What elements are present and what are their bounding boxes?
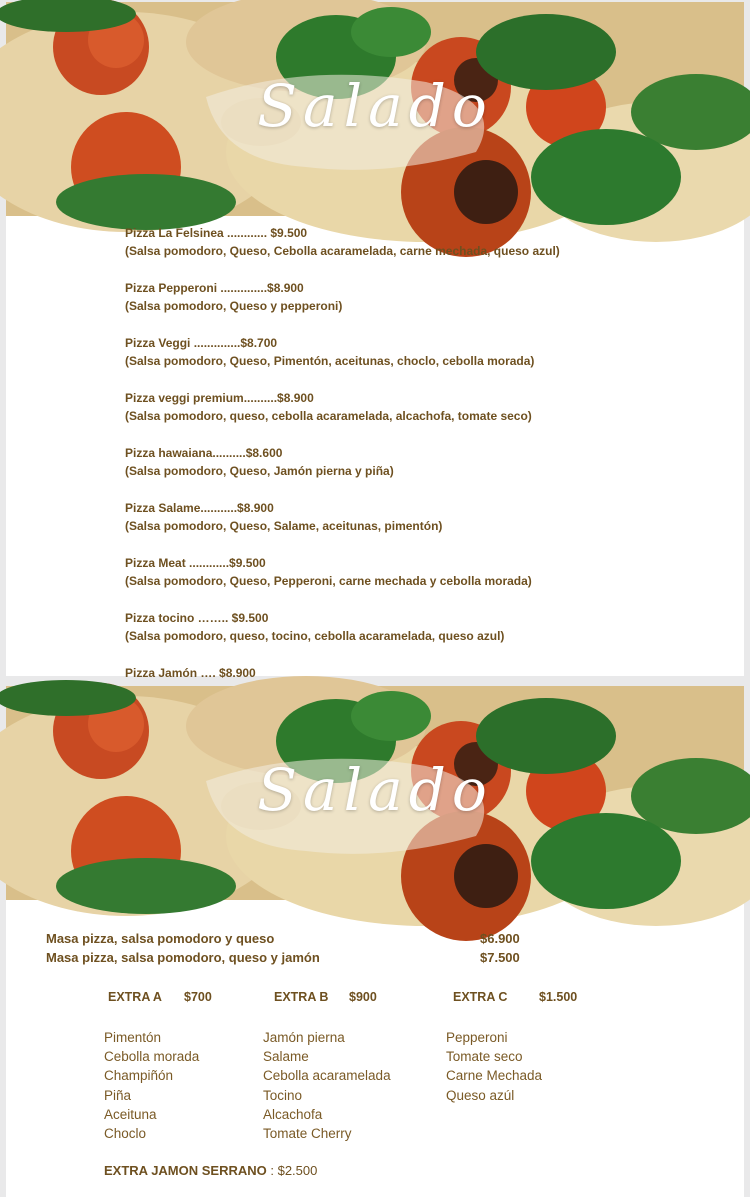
- menu-item: [125, 444, 560, 480]
- pizza-menu-list: [125, 224, 560, 719]
- extra-a-heading: EXTRA A: [108, 990, 162, 1004]
- menu-item-title: Pizza hawaiana..........$8.600: [125, 446, 283, 460]
- banner-title: Salado: [257, 756, 493, 824]
- menu-item-description: (Salsa pomodoro, Queso y pepperoni): [125, 299, 343, 313]
- list-item: Salame: [263, 1049, 309, 1065]
- list-item: Piña: [104, 1087, 132, 1103]
- menu-item-title: Pizza Salame...........$8.900: [125, 501, 274, 515]
- list-item: Aceituna: [104, 1106, 157, 1122]
- menu-item: [125, 224, 560, 260]
- list-item: Tomate Cherry: [263, 1126, 352, 1142]
- list-item: Alcachofa: [263, 1106, 323, 1122]
- extra-b-price: $900: [349, 990, 377, 1004]
- menu-page-2: [6, 686, 744, 1197]
- menu-item: [125, 554, 560, 590]
- menu-item: [125, 279, 560, 315]
- menu-item-title: Pizza tocino …….. $9.500: [125, 611, 269, 625]
- menu-item-title: Pizza Veggi ..............$8.700: [125, 336, 278, 350]
- extra-serrano-price: : $2.500: [266, 1163, 318, 1178]
- list-item: Pepperoni: [446, 1030, 508, 1045]
- base-pizza-label: Masa pizza, salsa pomodoro y queso: [46, 931, 275, 946]
- extra-a-list: [104, 1028, 199, 1143]
- extra-a-price: $700: [184, 990, 212, 1004]
- list-item: Cebolla acaramelada: [263, 1068, 391, 1084]
- menu-item: [125, 389, 560, 425]
- list-item: Pimentón: [104, 1030, 162, 1045]
- banner-title: Salado: [257, 72, 493, 140]
- menu-item-title: Pizza Meat ............$9.500: [125, 556, 266, 570]
- list-item: Queso azúl: [446, 1087, 515, 1103]
- menu-item-description: (Salsa pomodoro, queso, tocino, cebolla acaramelada, queso azul): [125, 629, 505, 643]
- menu-item-title: Pizza La Felsinea ............ $9.500: [125, 226, 308, 240]
- list-item: Choclo: [104, 1126, 147, 1142]
- menu-item: [125, 334, 560, 370]
- menu-item-description: (Salsa pomodoro, Queso, Salame, aceitunas, pimentón): [125, 519, 443, 533]
- menu-item: [125, 499, 560, 535]
- menu-item-title: Pizza Jamón …. $8.900: [125, 666, 256, 680]
- list-item: Carne Mechada: [446, 1068, 543, 1084]
- list-item: Tocino: [263, 1087, 303, 1103]
- menu-item: [125, 609, 560, 645]
- menu-item-description: (Salsa pomodoro, Queso, Jamón pierna y piña): [125, 464, 394, 478]
- list-item: Jamón pierna: [263, 1030, 345, 1045]
- extra-serrano-label: EXTRA JAMON SERRANO: [104, 1163, 267, 1178]
- base-pizza-price: $7.500: [480, 950, 520, 965]
- menu-item-description: (Salsa pomodoro, Queso, Cebolla acaramelada, carne mechada, queso azul): [125, 244, 560, 258]
- list-item: Cebolla morada: [104, 1049, 200, 1065]
- extra-b-list: [263, 1028, 391, 1143]
- base-pizza-label: Masa pizza, salsa pomodoro, queso y jamón: [46, 950, 320, 965]
- extra-c-heading: EXTRA C: [453, 990, 508, 1004]
- menu-page-1: [6, 2, 744, 680]
- banner-image: [6, 2, 744, 216]
- extra-c-list: [446, 1028, 542, 1105]
- list-item: Champiñón: [104, 1068, 174, 1084]
- menu-item-title: Pizza veggi premium..........$8.900: [125, 391, 314, 405]
- extra-serrano-line: [104, 1163, 317, 1178]
- menu-item-description: (Salsa pomodoro, queso, cebolla acaramelada, alcachofa, tomate seco): [125, 409, 532, 423]
- menu-item-description: (Salsa pomodoro, Queso, Pepperoni, carne mechada y cebolla morada): [125, 574, 532, 588]
- banner-image: [6, 686, 744, 900]
- menu-item-title: Pizza Pepperoni ..............$8.900: [125, 281, 304, 295]
- base-pizza-price: $6.900: [480, 931, 520, 946]
- extra-b-heading: EXTRA B: [274, 990, 329, 1004]
- list-item: Tomate seco: [446, 1049, 523, 1065]
- extra-c-price: $1.500: [539, 990, 578, 1004]
- menu-item-description: (Salsa pomodoro, Queso, Pimentón, aceitunas, choclo, cebolla morada): [125, 354, 535, 368]
